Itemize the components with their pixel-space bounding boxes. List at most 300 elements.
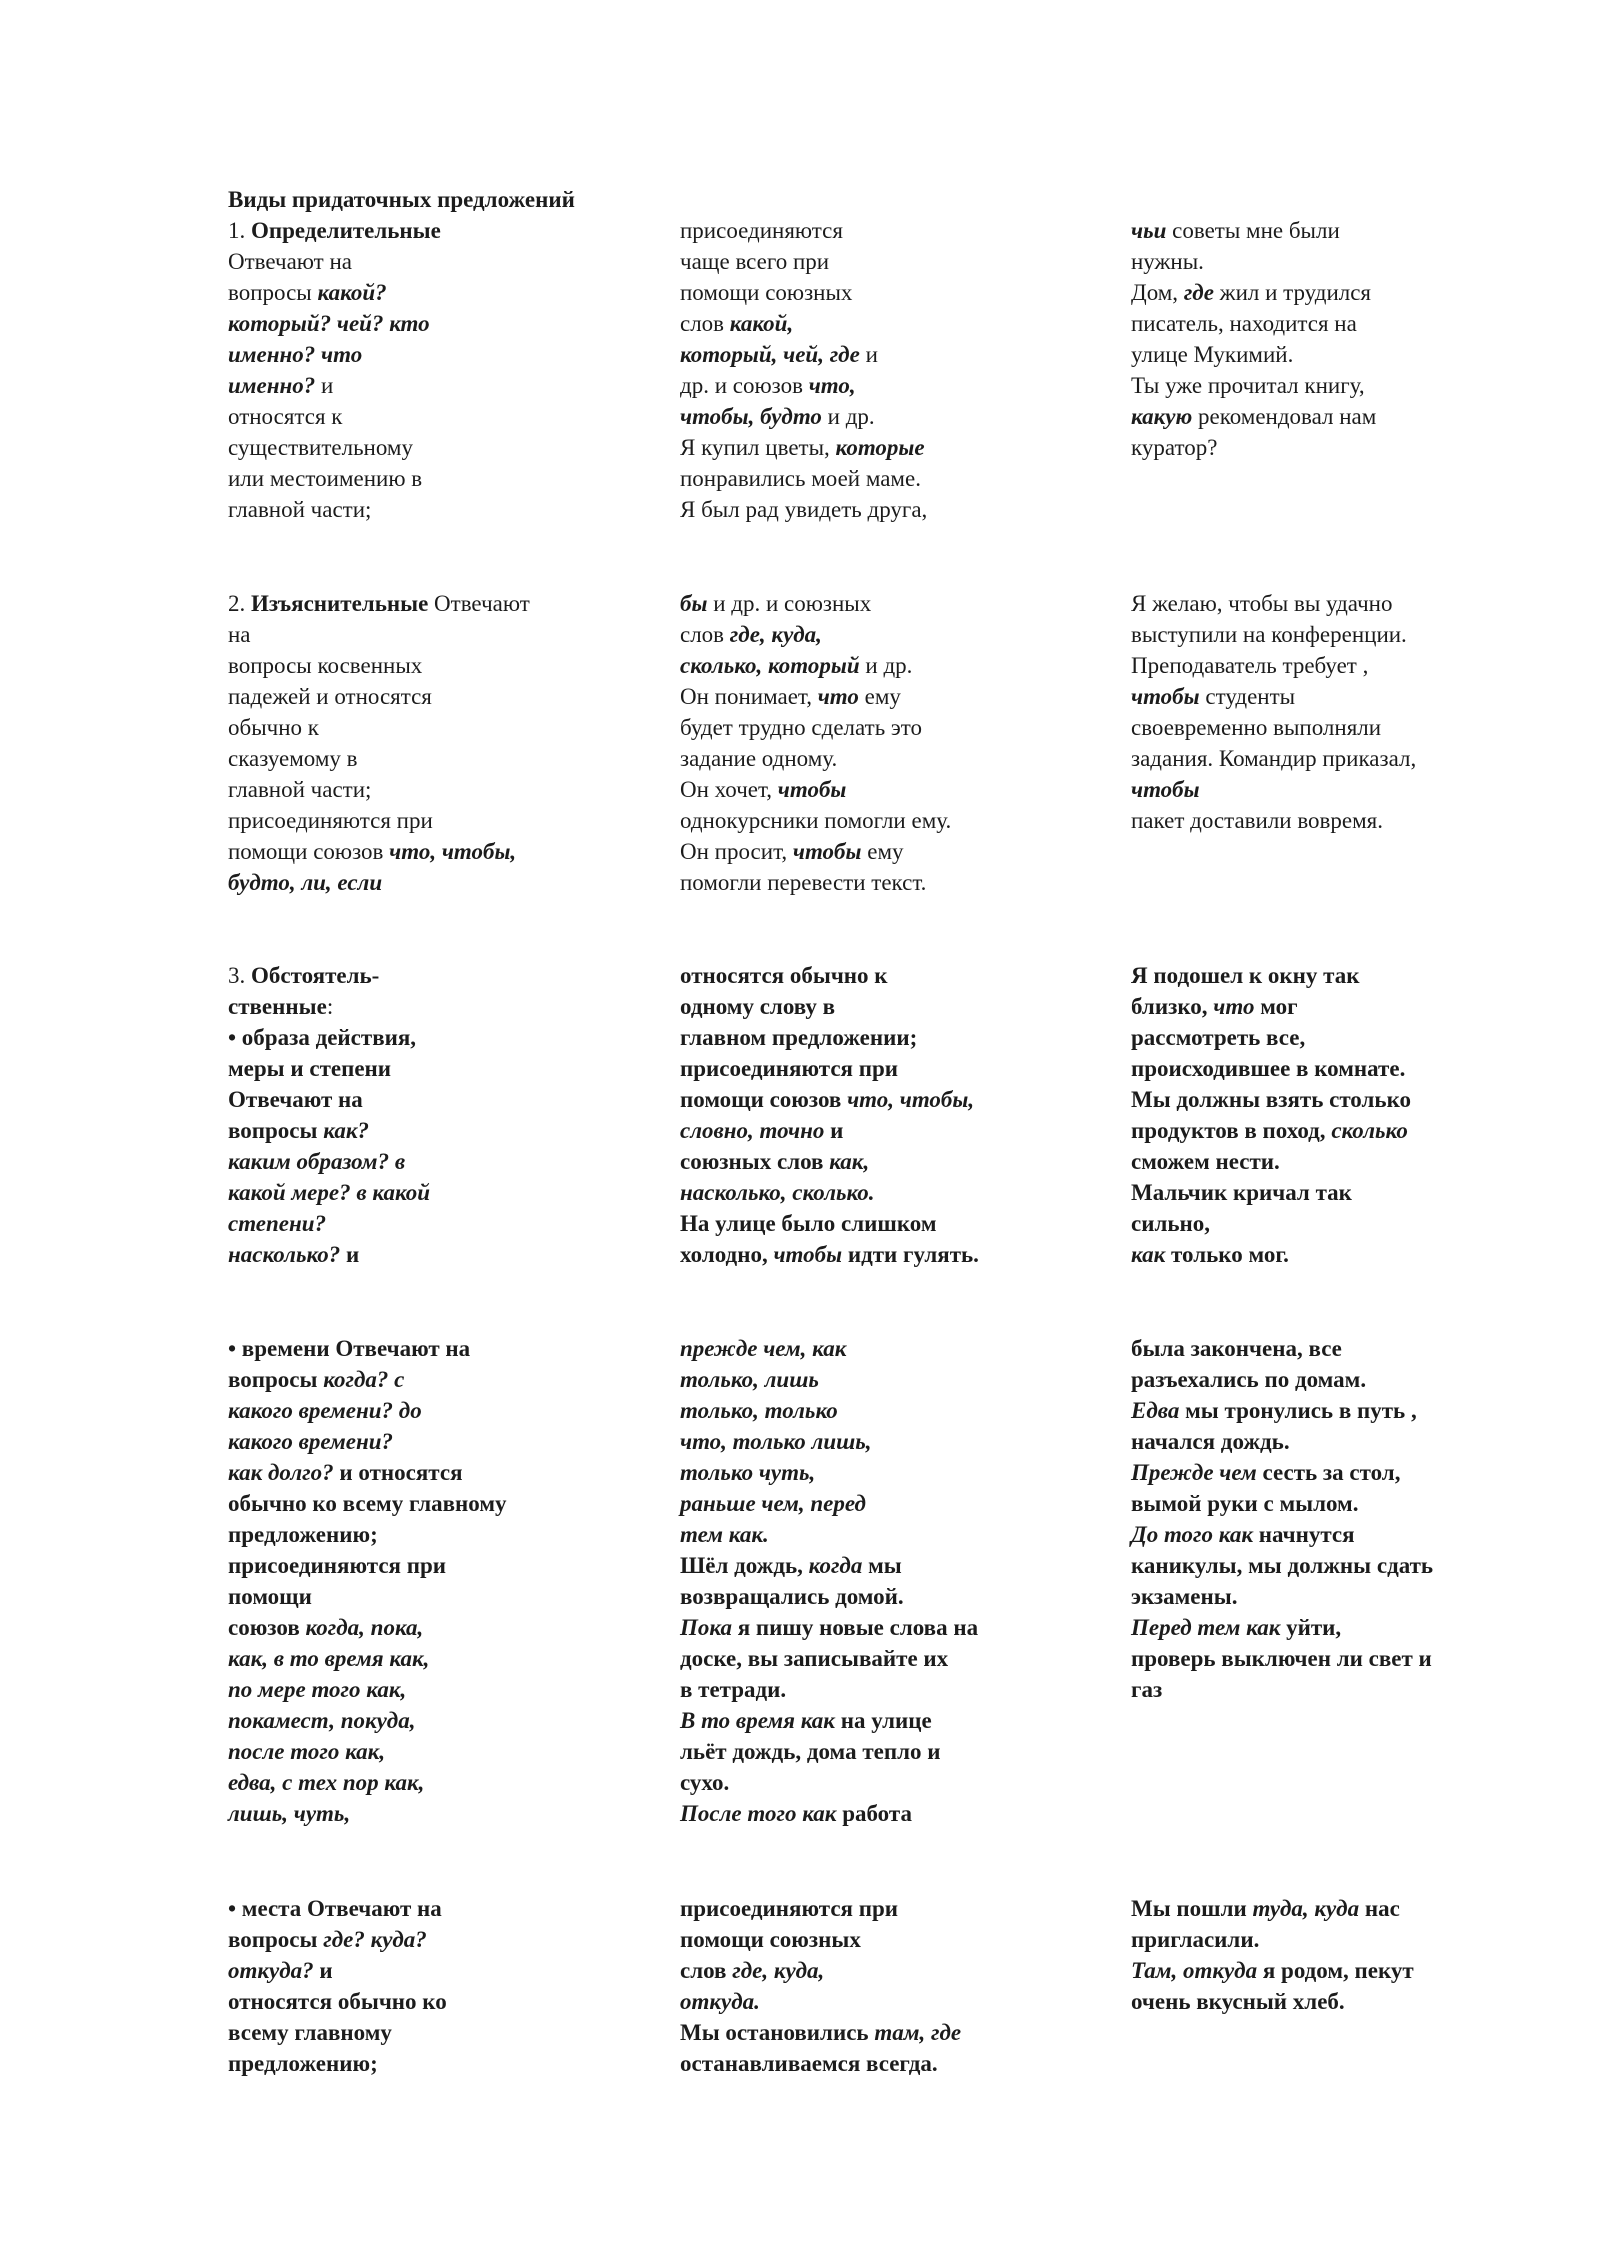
text-line: [228, 960, 668, 991]
text-segment: Шёл дождь,: [680, 1553, 809, 1578]
text-segment: Обстоятель-: [251, 963, 380, 988]
text-line: [228, 681, 668, 712]
text-segment: Едва: [1131, 1398, 1180, 1423]
text-line: [680, 1333, 1120, 1364]
text-segment: или местоимению в: [228, 466, 423, 491]
text-segment: что, чтобы,: [847, 1087, 975, 1112]
text-line: [1131, 960, 1571, 991]
text-segment: помощи союзных: [680, 1927, 861, 1952]
column-examples: [1131, 1333, 1571, 1705]
text-line: [228, 1457, 668, 1488]
text-line: [1131, 650, 1571, 681]
text-line: [680, 2017, 1120, 2048]
column-examples: [1131, 215, 1571, 463]
text-segment: нужны.: [1131, 249, 1204, 274]
text-segment: именно? что: [228, 342, 363, 367]
text-segment: сказуемому в: [228, 746, 358, 771]
text-segment: останавливаемся всегда.: [680, 2051, 938, 2076]
text-segment: сможем нести.: [1131, 1149, 1280, 1174]
text-segment: существительному: [228, 435, 413, 460]
text-line: [228, 1146, 668, 1177]
text-segment: вопросы: [228, 1118, 324, 1143]
text-segment: была закончена, все: [1131, 1336, 1342, 1361]
text-line: [228, 1426, 668, 1457]
text-segment: как, в то время как,: [228, 1646, 430, 1671]
text-segment: пакет доставили вовремя.: [1131, 808, 1384, 833]
text-segment: как,: [829, 1149, 870, 1174]
text-line: [228, 805, 668, 836]
text-segment: предложению;: [228, 1522, 378, 1547]
text-line: [1131, 1333, 1571, 1364]
text-segment: происходившее в комнате.: [1131, 1056, 1406, 1081]
text-line: [680, 1581, 1120, 1612]
text-segment: какую: [1131, 404, 1193, 429]
text-segment: относятся обычно ко: [228, 1989, 447, 2014]
text-segment: падежей и относятся: [228, 684, 432, 709]
text-line: [1131, 1022, 1571, 1053]
text-line: [680, 867, 1120, 898]
text-segment: помощи: [228, 1584, 312, 1609]
text-segment: сухо.: [680, 1770, 730, 1795]
text-line: [1131, 277, 1571, 308]
text-segment: и др.: [859, 653, 913, 678]
text-line: [228, 1208, 668, 1239]
text-line: [228, 1364, 668, 1395]
text-line: [680, 494, 1120, 525]
text-segment: где, куда,: [732, 1958, 825, 1983]
text-segment: как долго?: [228, 1460, 334, 1485]
column-definition: [228, 960, 668, 1270]
text-line: [228, 1736, 668, 1767]
text-segment: близко,: [1131, 994, 1214, 1019]
text-line: [1131, 1364, 1571, 1395]
text-segment: мы тронулись в путь ,: [1179, 1398, 1417, 1423]
text-segment: относятся обычно к: [680, 963, 888, 988]
text-line: [1131, 712, 1571, 743]
text-segment: главном предложении;: [680, 1025, 918, 1050]
text-line: [680, 960, 1120, 991]
text-line: [680, 743, 1120, 774]
text-segment: какой?: [317, 280, 387, 305]
text-line: [1131, 1643, 1571, 1674]
text-segment: будет трудно сделать это: [680, 715, 923, 740]
text-segment: сильно,: [1131, 1211, 1211, 1236]
text-line: [228, 401, 668, 432]
text-line: [1131, 1581, 1571, 1612]
text-line: [1131, 991, 1571, 1022]
text-line: [680, 1519, 1120, 1550]
text-segment: на улице: [834, 1708, 932, 1733]
text-line: [680, 1177, 1120, 1208]
document-title: Виды придаточных предложений: [228, 187, 575, 212]
text-segment: какой,: [729, 311, 794, 336]
text-segment: едва, с тех пор как,: [228, 1770, 425, 1795]
text-segment: в тетради.: [680, 1677, 787, 1702]
text-line: [1131, 774, 1571, 805]
text-line: [680, 619, 1120, 650]
text-segment: чтобы: [773, 1242, 843, 1267]
text-segment: советы мне были: [1166, 218, 1340, 243]
column-definition: [228, 1893, 668, 2079]
text-segment: именно?: [228, 373, 316, 398]
text-segment: жил и трудился: [1213, 280, 1372, 305]
text-line: [228, 619, 668, 650]
text-segment: вопросы: [228, 1927, 324, 1952]
text-segment: который? чей? кто: [228, 311, 430, 336]
text-line: [228, 1612, 668, 1643]
text-segment: Перед тем как: [1131, 1615, 1281, 1640]
text-segment: прежде чем, как: [680, 1336, 847, 1361]
text-segment: Я был рад увидеть друга,: [680, 497, 928, 522]
text-line: [228, 1519, 668, 1550]
text-segment: ему: [858, 684, 901, 709]
text-segment: Там, откуда: [1131, 1958, 1258, 1983]
text-line: [228, 650, 668, 681]
text-segment: Он просит,: [680, 839, 793, 864]
text-line: [1131, 1519, 1571, 1550]
text-line: [228, 215, 668, 246]
text-line: [1131, 401, 1571, 432]
text-segment: после того как,: [228, 1739, 386, 1764]
text-segment: улице Мукимий.: [1131, 342, 1294, 367]
text-segment: газ: [1131, 1677, 1163, 1702]
text-segment: и: [824, 1118, 844, 1143]
text-line: [680, 774, 1120, 805]
text-segment: На улице было слишком: [680, 1211, 937, 1236]
text-line: [680, 1053, 1120, 1084]
text-segment: Он понимает,: [680, 684, 818, 709]
text-line: [1131, 308, 1571, 339]
column-definition: [228, 1333, 668, 1829]
text-line: [1131, 1612, 1571, 1643]
text-segment: рекомендовал нам: [1192, 404, 1377, 429]
text-line: [680, 401, 1120, 432]
text-segment: др. и союзов: [680, 373, 809, 398]
text-line: [228, 1115, 668, 1146]
text-segment: и относятся: [333, 1460, 463, 1485]
text-segment: начался дождь.: [1131, 1429, 1290, 1454]
text-segment: каникулы, мы должны сдать: [1131, 1553, 1434, 1578]
text-segment: Прежде чем: [1131, 1460, 1257, 1485]
text-segment: где, куда,: [729, 622, 822, 647]
text-line: [228, 1395, 668, 1426]
text-line: [680, 308, 1120, 339]
text-segment: помощи союзов: [680, 1087, 848, 1112]
text-segment: предложению;: [228, 2051, 378, 2076]
text-line: [1131, 1457, 1571, 1488]
text-line: [680, 836, 1120, 867]
text-segment: степени?: [228, 1211, 327, 1236]
text-line: [1131, 1550, 1571, 1581]
text-segment: льёт дождь, дома тепло и: [680, 1739, 941, 1764]
text-segment: покамест, покуда,: [228, 1708, 416, 1733]
text-segment: пригласили.: [1131, 1927, 1260, 1952]
text-segment: союзных слов: [680, 1149, 830, 1174]
text-line: [228, 1550, 668, 1581]
text-segment: Мы пошли: [1131, 1896, 1253, 1921]
text-line: [228, 246, 668, 277]
text-line: [1131, 1146, 1571, 1177]
text-segment: когда: [808, 1553, 863, 1578]
text-segment: союзов: [228, 1615, 306, 1640]
text-segment: когда, пока,: [305, 1615, 424, 1640]
text-segment: задания. Командир приказал,: [1131, 746, 1417, 771]
text-segment: Отвечают на: [228, 1087, 363, 1112]
text-segment: обычно ко всему главному: [228, 1491, 507, 1516]
text-line: [1131, 246, 1571, 277]
text-segment: меры и степени: [228, 1056, 392, 1081]
text-line: [680, 1924, 1120, 1955]
column-definition: [228, 588, 668, 898]
column-conjunctions: [680, 215, 1120, 525]
text-line: [1131, 619, 1571, 650]
text-line: [228, 308, 668, 339]
text-segment: как: [1131, 1242, 1166, 1267]
text-segment: что, только лишь,: [680, 1429, 872, 1454]
text-segment: как?: [323, 1118, 369, 1143]
text-segment: какого времени?: [228, 1429, 394, 1454]
text-segment: • времени Отвечают на: [228, 1336, 471, 1361]
text-segment: каким образом? в: [228, 1149, 406, 1174]
text-line: [228, 1581, 668, 1612]
text-line: [228, 1893, 668, 1924]
text-segment: своевременно выполняли: [1131, 715, 1382, 740]
text-line: [1131, 1395, 1571, 1426]
text-segment: что: [1213, 994, 1255, 1019]
text-segment: вымой руки с мылом.: [1131, 1491, 1359, 1516]
text-line: [680, 1364, 1120, 1395]
text-segment: очень вкусный хлеб.: [1131, 1989, 1345, 2014]
text-line: [228, 1674, 668, 1705]
text-line: [228, 339, 668, 370]
text-segment: разъехались по домам.: [1131, 1367, 1367, 1392]
text-line: [1131, 1084, 1571, 1115]
text-segment: насколько, сколько.: [680, 1180, 875, 1205]
text-line: [1131, 1924, 1571, 1955]
text-segment: я родом, пекут: [1257, 1958, 1414, 1983]
text-segment: слов: [680, 311, 730, 336]
text-line: [1131, 1986, 1571, 2017]
text-line: [680, 1488, 1120, 1519]
text-segment: присоединяются при: [228, 1553, 447, 1578]
text-segment: где? куда?: [323, 1927, 427, 1952]
text-line: [680, 2048, 1120, 2079]
column-conjunctions: [680, 588, 1120, 898]
text-line: [228, 370, 668, 401]
text-segment: ственные: [228, 994, 327, 1019]
text-segment: где: [1183, 280, 1214, 305]
text-line: [680, 246, 1120, 277]
text-segment: Преподаватель требует ,: [1131, 653, 1369, 678]
text-segment: словно, точно: [680, 1118, 825, 1143]
text-segment: откуда?: [228, 1958, 314, 1983]
text-line: [680, 588, 1120, 619]
text-line: [680, 1986, 1120, 2017]
text-line: [1131, 743, 1571, 774]
text-segment: сколько: [1331, 1118, 1408, 1143]
text-segment: Отвечают: [428, 591, 530, 616]
text-segment: 2.: [228, 591, 251, 616]
text-segment: Ты уже прочитал книгу,: [1131, 373, 1365, 398]
text-line: [1131, 1955, 1571, 1986]
text-line: [228, 867, 668, 898]
text-segment: относятся к: [228, 404, 343, 429]
text-line: [228, 836, 668, 867]
text-segment: задание одному.: [680, 746, 838, 771]
text-segment: вопросы: [228, 280, 318, 305]
text-segment: бы: [680, 591, 708, 616]
text-line: [1131, 1674, 1571, 1705]
text-segment: присоединяются при: [680, 1056, 899, 1081]
text-segment: что,: [808, 373, 856, 398]
text-line: [1131, 432, 1571, 463]
text-line: [1131, 1488, 1571, 1519]
text-line: [680, 432, 1120, 463]
text-segment: вопросы косвенных: [228, 653, 423, 678]
text-segment: 1.: [228, 218, 251, 243]
text-line: [228, 432, 668, 463]
text-segment: 3.: [228, 963, 251, 988]
text-line: [1131, 681, 1571, 712]
column-examples: [1131, 960, 1571, 1270]
text-line: [228, 1986, 668, 2017]
text-line: [228, 1767, 668, 1798]
text-line: [680, 1395, 1120, 1426]
text-segment: Изъяснительные: [251, 591, 429, 616]
text-segment: чтобы: [1131, 777, 1200, 802]
text-segment: выступили на конференции.: [1131, 622, 1407, 647]
text-line: [680, 370, 1120, 401]
text-line: [228, 1643, 668, 1674]
text-segment: ему: [861, 839, 904, 864]
text-segment: Определительные: [251, 218, 441, 243]
column-conjunctions: [680, 1333, 1120, 1829]
text-line: [1131, 1177, 1571, 1208]
text-segment: какой мере? в какой: [228, 1180, 431, 1205]
text-segment: откуда.: [680, 1989, 760, 2014]
text-segment: туда, куда: [1252, 1896, 1360, 1921]
text-line: [228, 494, 668, 525]
text-line: [228, 1924, 668, 1955]
text-line: [228, 1705, 668, 1736]
text-line: [1131, 1239, 1571, 1270]
text-line: [680, 1893, 1120, 1924]
text-segment: на: [228, 622, 251, 647]
text-segment: одному слову в: [680, 994, 836, 1019]
text-line: [228, 1333, 668, 1364]
text-segment: До того как: [1131, 1522, 1254, 1547]
text-segment: тем как.: [680, 1522, 769, 1547]
text-segment: раньше чем, перед: [680, 1491, 866, 1516]
text-segment: После того как: [680, 1801, 837, 1826]
text-segment: по мере того как,: [228, 1677, 407, 1702]
text-segment: присоединяются: [680, 218, 843, 243]
text-segment: и: [859, 342, 878, 367]
text-segment: чаще всего при: [680, 249, 830, 274]
text-line: [680, 681, 1120, 712]
column-examples: [1131, 1893, 1571, 2017]
text-segment: всему главному: [228, 2020, 392, 2045]
text-line: [228, 991, 668, 1022]
text-line: [680, 1643, 1120, 1674]
text-line: [680, 1955, 1120, 1986]
text-line: [1131, 1208, 1571, 1239]
text-line: [680, 1022, 1120, 1053]
text-segment: Мальчик кричал так: [1131, 1180, 1352, 1205]
text-line: [680, 339, 1120, 370]
text-line: [1131, 805, 1571, 836]
text-segment: помощи союзных: [680, 280, 853, 305]
text-segment: что, чтобы,: [389, 839, 517, 864]
text-segment: чтобы, будто: [680, 404, 822, 429]
text-line: [680, 1550, 1120, 1581]
text-line: [680, 650, 1120, 681]
text-segment: чтобы: [777, 777, 847, 802]
text-line: [228, 277, 668, 308]
text-segment: какого времени? до: [228, 1398, 422, 1423]
text-line: [228, 1053, 668, 1084]
text-segment: чтобы: [1131, 684, 1200, 709]
text-line: [680, 712, 1120, 743]
text-segment: понравились моей маме.: [680, 466, 921, 491]
text-segment: слов: [680, 1958, 733, 1983]
text-line: [680, 991, 1120, 1022]
text-line: [680, 1798, 1120, 1829]
text-line: [680, 1208, 1120, 1239]
text-line: [228, 1955, 668, 1986]
text-line: [680, 1736, 1120, 1767]
text-segment: • образа действия,: [228, 1025, 417, 1050]
text-segment: Мы остановились: [680, 2020, 875, 2045]
text-line: [228, 588, 668, 619]
text-line: [680, 1239, 1120, 1270]
text-line: [228, 2017, 668, 2048]
text-line: [680, 1084, 1120, 1115]
text-line: [228, 774, 668, 805]
text-line: [228, 743, 668, 774]
text-line: [1131, 1115, 1571, 1146]
text-segment: идти гулять.: [842, 1242, 979, 1267]
text-line: [228, 2048, 668, 2079]
text-segment: Я желаю, чтобы вы удачно: [1131, 591, 1393, 616]
text-segment: экзамены.: [1131, 1584, 1238, 1609]
text-segment: только чуть,: [680, 1460, 816, 1485]
text-line: [680, 215, 1120, 246]
text-segment: присоединяются при: [228, 808, 433, 833]
text-line: [228, 1177, 668, 1208]
text-line: [1131, 1893, 1571, 1924]
text-segment: только мог.: [1165, 1242, 1289, 1267]
text-segment: доске, вы записывайте их: [680, 1646, 949, 1671]
text-line: [680, 1426, 1120, 1457]
text-line: [680, 1674, 1120, 1705]
text-segment: работа: [836, 1801, 912, 1826]
text-line: [228, 712, 668, 743]
text-segment: уйти,: [1280, 1615, 1342, 1640]
text-segment: чтобы: [792, 839, 862, 864]
text-segment: Дом,: [1131, 280, 1184, 305]
text-segment: и: [313, 1958, 333, 1983]
text-segment: лишь, чуть,: [228, 1801, 351, 1826]
text-segment: сколько, который: [680, 653, 860, 678]
text-segment: куратор?: [1131, 435, 1218, 460]
text-segment: рассмотреть все,: [1131, 1025, 1306, 1050]
text-segment: когда? с: [323, 1367, 405, 1392]
text-segment: и: [315, 373, 334, 398]
text-line: [1131, 588, 1571, 619]
text-segment: однокурсники помогли ему.: [680, 808, 952, 833]
column-conjunctions: [680, 960, 1120, 1270]
